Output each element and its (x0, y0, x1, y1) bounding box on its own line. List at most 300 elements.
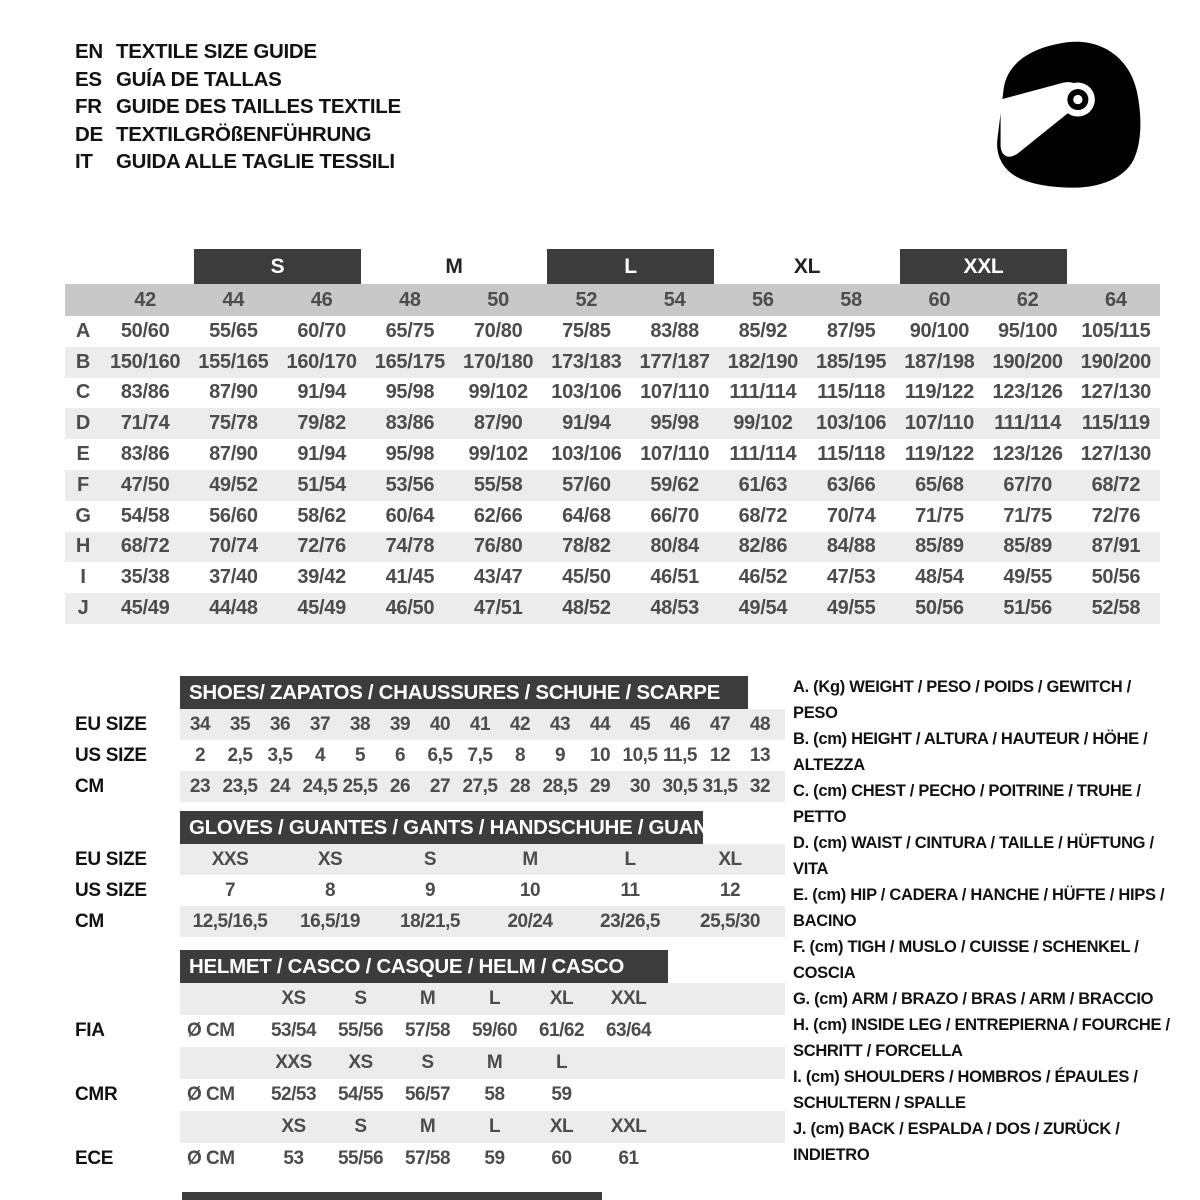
size-value-cell: 72/76 (1091, 504, 1141, 527)
size-value-cell: 7,5 (467, 744, 493, 766)
helmet-size-label: S (421, 1052, 434, 1073)
size-value-cell: 103/106 (551, 443, 622, 466)
size-value-cell: 76/80 (473, 535, 523, 558)
size-value-cell: 111/114 (729, 381, 797, 404)
legend-item: G. (cm) ARM / BRAZO / BRAS / ARM / BRACCIO (793, 990, 1154, 1008)
size-value-cell: 45/49 (297, 597, 346, 620)
size-value-cell: 160/170 (286, 350, 357, 373)
size-value-cell: 29 (589, 775, 611, 797)
size-value-cell: 6,5 (427, 744, 453, 766)
size-value-cell: 11 (620, 879, 640, 901)
helmet-size-value: 52/53 (270, 1084, 317, 1105)
size-value-cell: 8 (514, 744, 526, 766)
size-value-cell: 155/165 (198, 350, 269, 373)
size-value-cell: 52/58 (1091, 597, 1141, 620)
unit-label: Ø CM (187, 1148, 235, 1169)
helmet-value-row (65, 1143, 790, 1175)
size-value-cell: 107/110 (904, 412, 974, 435)
size-value-cell: 58/62 (297, 504, 346, 527)
helmet-size-label: XXS (275, 1052, 312, 1073)
size-value-cell: 68/72 (120, 535, 170, 558)
size-value-cell: 95/98 (385, 443, 435, 466)
size-value-cell: 115/118 (817, 443, 886, 466)
size-value-cell: 30,5 (662, 775, 698, 797)
size-value-cell: 87/90 (473, 412, 523, 435)
measurement-legend (793, 674, 1175, 1168)
size-value-cell: 71/75 (915, 504, 964, 527)
size-value-cell: 5 (354, 744, 366, 766)
legend-item: H. (cm) INSIDE LEG / ENTREPIERNA / FOURCHE / SCHRITT / FORCELLA (793, 1016, 1170, 1060)
numeric-size-label: 56 (752, 288, 774, 311)
numeric-size-label: 52 (575, 288, 598, 311)
legend-item: F. (cm) TIGH / MUSLO / CUISSE / SCHENKEL / COSCIA (793, 938, 1139, 982)
size-value-cell: 60/70 (297, 319, 346, 342)
size-value-cell: 65/75 (385, 319, 435, 342)
row-band (180, 1079, 785, 1111)
size-value-cell: 46/50 (385, 597, 435, 620)
legend-item: I. (cm) SHOULDERS / HOMBROS / ÉPAULES / SCHULTERN / SPALLE (793, 1068, 1138, 1112)
size-value-cell: 43 (549, 713, 571, 735)
size-value-cell: 91/94 (297, 381, 346, 404)
size-value-cell: 57/60 (562, 473, 611, 496)
size-value-cell: 119/122 (904, 443, 974, 466)
size-value-cell: 12 (709, 744, 731, 766)
numeric-size-label: 46 (310, 288, 333, 311)
row-label (65, 1047, 180, 1079)
size-value-cell: 87/90 (209, 381, 258, 404)
helmet-size-header-row (65, 1111, 790, 1143)
size-value-cell: 111/114 (729, 443, 797, 466)
size-value-cell: 48/54 (915, 566, 964, 589)
language-title: GUIDA ALLE TAGLIE TESSILI (116, 150, 395, 173)
size-value-cell: S (423, 848, 437, 870)
size-value-cell: 95/98 (650, 412, 699, 435)
numeric-size-label: 50 (487, 288, 509, 311)
row-band (180, 1047, 785, 1079)
table-row (65, 740, 790, 771)
size-value-cell: 83/88 (650, 319, 699, 342)
size-value-cell: 111/114 (994, 412, 1062, 435)
size-value-cell: M (522, 848, 538, 870)
table-row (65, 844, 790, 875)
size-value-cell: XS (317, 848, 343, 870)
size-value-cell: 38 (349, 713, 371, 735)
size-value-cell: 95/100 (997, 319, 1058, 342)
size-value-cell: 4 (314, 744, 326, 766)
legend-item: C. (cm) CHEST / PECHO / POITRINE / TRUHE / PETTO (793, 782, 1141, 826)
size-value-cell: 95/98 (385, 381, 435, 404)
standard-label: FIA (65, 1015, 180, 1047)
size-value-cell: 74/78 (385, 535, 435, 558)
language-title: GUÍA DE TALLAS (116, 67, 282, 91)
cropped-next-section-bar (182, 1192, 602, 1200)
size-value-cell: 31,5 (702, 775, 738, 797)
size-value-cell: 26 (389, 775, 411, 797)
size-value-cell: 99/102 (468, 443, 528, 466)
helmet-size-label: M (419, 988, 436, 1009)
helmet-size-label: S (354, 988, 367, 1009)
size-value-cell: 68/72 (1091, 473, 1141, 496)
size-value-cell: 87/95 (826, 319, 876, 342)
language-code: IT (75, 150, 93, 173)
table-row (65, 593, 1160, 624)
size-value-cell: 28,5 (542, 775, 578, 797)
row-band (180, 1015, 785, 1047)
row-label: CM (65, 906, 180, 937)
size-value-cell: 65/68 (915, 473, 964, 496)
size-value-cell: 47/51 (473, 597, 523, 620)
size-value-cell: 50/60 (120, 319, 170, 342)
size-value-cell: 56/60 (209, 504, 258, 527)
table-row (65, 709, 790, 740)
size-value-cell: 75/78 (209, 412, 258, 435)
helmet-size-value: 55/56 (337, 1148, 384, 1169)
size-value-cell: 53/56 (385, 473, 435, 496)
gloves-table-rows (65, 844, 790, 937)
size-value-cell: 119/122 (904, 381, 974, 404)
size-value-cell: 46 (669, 713, 691, 735)
size-value-cell: 115/119 (1081, 412, 1150, 435)
size-value-cell: 23,5 (222, 775, 258, 797)
row-letter-label: J (77, 597, 89, 620)
size-value-cell: 50/56 (1091, 566, 1141, 589)
legend-item: E. (cm) HIP / CADERA / HANCHE / HÜFTE / HIPS / BACINO (793, 886, 1165, 930)
size-value-cell: 84/88 (826, 535, 876, 558)
language-row (75, 121, 401, 149)
helmet-size-label: M (486, 1052, 503, 1073)
row-band (180, 983, 785, 1015)
size-value-cell: 48 (749, 713, 771, 735)
helmet-size-label: XL (549, 988, 574, 1009)
size-value-cell: 87/90 (209, 443, 258, 466)
table-row (65, 906, 790, 937)
helmet-size-value: 57/58 (404, 1148, 451, 1169)
size-value-cell: 115/118 (817, 381, 886, 404)
size-value-cell: 45 (629, 713, 651, 735)
size-group-label: XL (793, 254, 821, 278)
size-value-cell: 45/50 (562, 566, 611, 589)
size-value-cell: 61/63 (738, 473, 788, 496)
size-value-cell: 12,5/16,5 (192, 910, 268, 932)
numeric-size-label: 58 (840, 288, 862, 311)
size-value-cell: 10 (589, 744, 611, 766)
size-value-cell: 9 (424, 879, 436, 901)
size-value-cell: 182/190 (727, 350, 798, 373)
size-value-cell: 83/86 (120, 381, 170, 404)
language-code: ES (75, 67, 102, 91)
size-value-cell: XL (718, 848, 742, 870)
size-value-cell: 37 (309, 713, 331, 735)
size-value-cell: 46/52 (738, 566, 788, 589)
helmet-size-label: XS (281, 1116, 306, 1137)
size-value-cell: 54/58 (120, 504, 170, 527)
size-value-cell: 85/92 (738, 319, 788, 342)
table-row (65, 439, 1160, 470)
size-value-cell: 83/86 (385, 412, 435, 435)
numeric-size-label: 60 (928, 288, 951, 311)
helmet-value-row (65, 1079, 790, 1111)
numeric-size-label: 54 (663, 288, 686, 311)
size-value-cell: 24 (269, 775, 291, 797)
size-value-cell: 49/55 (1003, 566, 1052, 589)
size-value-cell: 170/180 (463, 350, 534, 373)
size-value-cell: 90/100 (909, 319, 970, 342)
size-value-cell: 39/42 (297, 566, 346, 589)
table-row (65, 771, 790, 802)
size-value-cell: 99/102 (468, 381, 528, 404)
row-band (180, 1143, 785, 1175)
size-value-cell: 2,5 (227, 744, 253, 766)
size-value-cell: 67/70 (1003, 473, 1052, 496)
size-value-cell: 35/38 (120, 566, 170, 589)
size-value-cell: 48/53 (650, 597, 699, 620)
helmet-size-label: XXL (610, 988, 647, 1009)
size-value-cell: 68/72 (738, 504, 788, 527)
row-letter-label: A (75, 319, 91, 342)
size-value-cell: 12 (719, 879, 741, 901)
size-value-cell: 49/55 (826, 597, 876, 620)
language-row (75, 93, 401, 121)
size-value-cell: 44/48 (209, 597, 258, 620)
helmet-size-label: XS (348, 1052, 373, 1073)
size-value-cell: 3,5 (267, 744, 293, 766)
size-value-cell: 79/82 (297, 412, 346, 435)
table-row (65, 875, 790, 906)
size-value-cell: 27 (429, 775, 451, 797)
size-value-cell: 71/75 (1003, 504, 1052, 527)
size-value-cell: 9 (554, 744, 566, 766)
size-value-cell: 99/102 (733, 412, 793, 435)
helmet-table-title: HELMET / CASCO / CASQUE / HELM / CASCO (180, 950, 668, 983)
language-title: TEXTILE SIZE GUIDE (116, 40, 317, 63)
size-value-cell: XXS (211, 848, 249, 870)
size-value-cell: 103/106 (551, 381, 622, 404)
size-value-cell: 177/187 (639, 350, 710, 373)
helmet-size-value: 58 (484, 1084, 505, 1105)
size-value-cell: 23 (189, 775, 211, 797)
size-value-cell: 45/49 (120, 597, 170, 620)
language-title: GUIDE DES TAILLES TEXTILE (116, 95, 401, 118)
row-band (180, 906, 785, 937)
size-value-cell: 51/54 (297, 473, 346, 496)
size-value-cell: 187/198 (904, 350, 975, 373)
size-value-cell: 173/183 (551, 350, 622, 373)
helmet-size-value: 55/56 (337, 1020, 384, 1041)
shoes-table-title: SHOES/ ZAPATOS / CHAUSSURES / SCHUHE / SCARPE (180, 676, 748, 709)
helmet-size-label: M (419, 1116, 436, 1137)
size-group-label: XXL (900, 249, 1067, 284)
size-value-cell: 48/52 (562, 597, 611, 620)
helmet-size-value: 61 (618, 1148, 639, 1169)
size-value-cell: 37/40 (209, 566, 258, 589)
size-value-cell: 71/74 (120, 412, 170, 435)
row-band (180, 875, 785, 906)
size-value-cell: 35 (229, 713, 251, 735)
size-value-cell: L (624, 848, 636, 870)
size-value-cell: 41 (469, 713, 491, 735)
numeric-size-header-row (65, 284, 1160, 316)
size-value-cell: 70/80 (473, 319, 523, 342)
language-row (75, 148, 401, 176)
helmet-size-label: XS (281, 988, 306, 1009)
size-value-cell: 30 (629, 775, 651, 797)
size-value-cell: 123/126 (992, 381, 1063, 404)
size-value-cell: 11,5 (663, 744, 697, 766)
helmet-size-value: 53/54 (270, 1020, 317, 1041)
size-group-label: L (547, 249, 714, 284)
size-value-cell: 78/82 (562, 535, 611, 558)
size-value-cell: 85/89 (1003, 535, 1052, 558)
textile-size-table (65, 249, 1160, 624)
size-value-cell: 25,5/30 (700, 910, 760, 932)
size-value-cell: 39 (389, 713, 411, 735)
row-label (65, 1111, 180, 1143)
helmet-table-rows (65, 983, 790, 1175)
size-value-cell: 103/106 (816, 412, 887, 435)
size-value-cell: 87/91 (1091, 535, 1141, 558)
table-row (65, 501, 1160, 532)
helmet-value-row (65, 1015, 790, 1047)
size-value-cell: 13 (749, 744, 771, 766)
helmet-size-value: 53 (283, 1148, 304, 1169)
size-value-cell: 10,5 (622, 744, 658, 766)
row-letter-label: C (75, 381, 91, 404)
bottom-tables (65, 676, 790, 1175)
racing-helmet-icon (978, 30, 1153, 200)
size-value-cell: 16,5/19 (300, 910, 360, 932)
size-value-cell: 127/130 (1080, 381, 1151, 404)
size-value-cell: 44 (589, 713, 611, 735)
helmet-size-header-row (65, 1047, 790, 1079)
size-value-cell: 10 (519, 879, 541, 901)
helmet-size-value: 54/55 (337, 1084, 384, 1105)
size-value-cell: 80/84 (650, 535, 699, 558)
numeric-size-label: 44 (222, 288, 245, 311)
row-band (180, 709, 785, 740)
helmet-size-label: XL (549, 1116, 574, 1137)
size-value-cell: 59/62 (650, 473, 699, 496)
size-value-cell: 36 (269, 713, 291, 735)
helmet-size-label: L (488, 988, 501, 1009)
unit-label: Ø CM (187, 1084, 235, 1105)
language-row (75, 66, 401, 94)
gloves-table-title: GLOVES / GUANTES / GANTS / HANDSCHUHE / GUANTI (180, 811, 703, 844)
size-value-cell: 190/200 (1080, 350, 1151, 373)
size-value-cell: 165/175 (374, 350, 445, 373)
row-letter-label: I (80, 566, 86, 589)
helmet-size-value: 56/57 (404, 1084, 451, 1105)
row-label: CM (65, 771, 180, 802)
unit-label: Ø CM (187, 1020, 235, 1041)
shoes-table-rows (65, 709, 790, 802)
size-value-cell: 127/130 (1080, 443, 1151, 466)
size-value-cell: 190/200 (992, 350, 1063, 373)
legend-item: A. (Kg) WEIGHT / PESO / POIDS / GEWITCH / PESO (793, 678, 1131, 722)
size-value-cell: 7 (224, 879, 236, 901)
size-value-cell: 51/56 (1003, 597, 1052, 620)
size-value-cell: 49/52 (209, 473, 258, 496)
language-row (75, 38, 401, 66)
size-value-cell: 66/70 (650, 504, 699, 527)
language-title-list (75, 38, 401, 176)
size-value-cell: 23/26,5 (600, 910, 660, 932)
helmet-size-label: XXL (610, 1116, 647, 1137)
size-value-cell: 27,5 (462, 775, 498, 797)
size-value-cell: 47 (709, 713, 731, 735)
size-value-cell: 70/74 (209, 535, 258, 558)
size-value-cell: 20/24 (507, 910, 553, 932)
size-value-cell: 28 (509, 775, 531, 797)
standard-label: CMR (65, 1079, 180, 1111)
size-value-cell: 123/126 (992, 443, 1063, 466)
size-value-cell: 34 (189, 713, 211, 735)
size-value-cell: 25,5 (342, 775, 378, 797)
table-row (65, 347, 1160, 378)
size-group-label: M (445, 254, 463, 278)
size-value-cell: 185/195 (816, 350, 887, 373)
helmet-size-value: 57/58 (404, 1020, 451, 1041)
table-row (65, 470, 1160, 501)
size-value-cell: 85/89 (915, 535, 964, 558)
row-band (180, 844, 785, 875)
numeric-size-label: 62 (1016, 288, 1039, 311)
language-title: TEXTILGRÖßENFÜHRUNG (116, 122, 372, 146)
row-label: US SIZE (65, 875, 180, 906)
helmet-size-value: 60 (551, 1148, 572, 1169)
size-value-cell: 6 (394, 744, 406, 766)
numeric-size-label: 48 (399, 288, 421, 311)
size-value-cell: 49/54 (738, 597, 788, 620)
row-band (180, 1111, 785, 1143)
helmet-size-label: L (555, 1052, 568, 1073)
size-value-cell: 62/66 (473, 504, 523, 527)
size-value-cell: 8 (324, 879, 336, 901)
table-row (65, 408, 1160, 439)
size-value-cell: 83/86 (120, 443, 170, 466)
row-letter-label: G (75, 504, 91, 527)
size-value-cell: 91/94 (297, 443, 346, 466)
size-value-cell: 55/58 (473, 473, 523, 496)
size-value-cell: 105/115 (1081, 319, 1151, 342)
helmet-size-value: 59/60 (471, 1020, 518, 1041)
size-value-cell: 107/110 (640, 443, 710, 466)
legend-item: D. (cm) WAIST / CINTURA / TAILLE / HÜFTUNG / VITA (793, 834, 1154, 878)
size-value-cell: 55/65 (209, 319, 258, 342)
helmet-size-label: S (354, 1116, 367, 1137)
row-letter-label: D (75, 412, 91, 435)
numeric-size-label: 64 (1105, 288, 1127, 311)
size-value-cell: 18/21,5 (400, 910, 460, 932)
size-group-label: S (194, 249, 361, 284)
standard-label: ECE (65, 1143, 180, 1175)
helmet-size-value: 59 (551, 1084, 572, 1105)
row-letter-label: H (75, 535, 91, 558)
size-value-cell: 40 (429, 713, 451, 735)
numeric-header-spacer (65, 284, 101, 316)
table-row (65, 316, 1160, 347)
table-row (65, 532, 1160, 563)
row-label: US SIZE (65, 740, 180, 771)
legend-item: B. (cm) HEIGHT / ALTURA / HAUTEUR / HÖHE / ALTEZZA (793, 730, 1148, 774)
language-code: FR (75, 95, 102, 118)
size-value-cell: 43/47 (473, 566, 523, 589)
size-value-cell: 75/85 (562, 319, 611, 342)
size-value-cell: 82/86 (738, 535, 788, 558)
helmet-size-value: 61/62 (538, 1020, 585, 1041)
row-letter-label: B (75, 350, 91, 373)
row-band (180, 740, 785, 771)
row-letter-label: E (76, 443, 90, 466)
